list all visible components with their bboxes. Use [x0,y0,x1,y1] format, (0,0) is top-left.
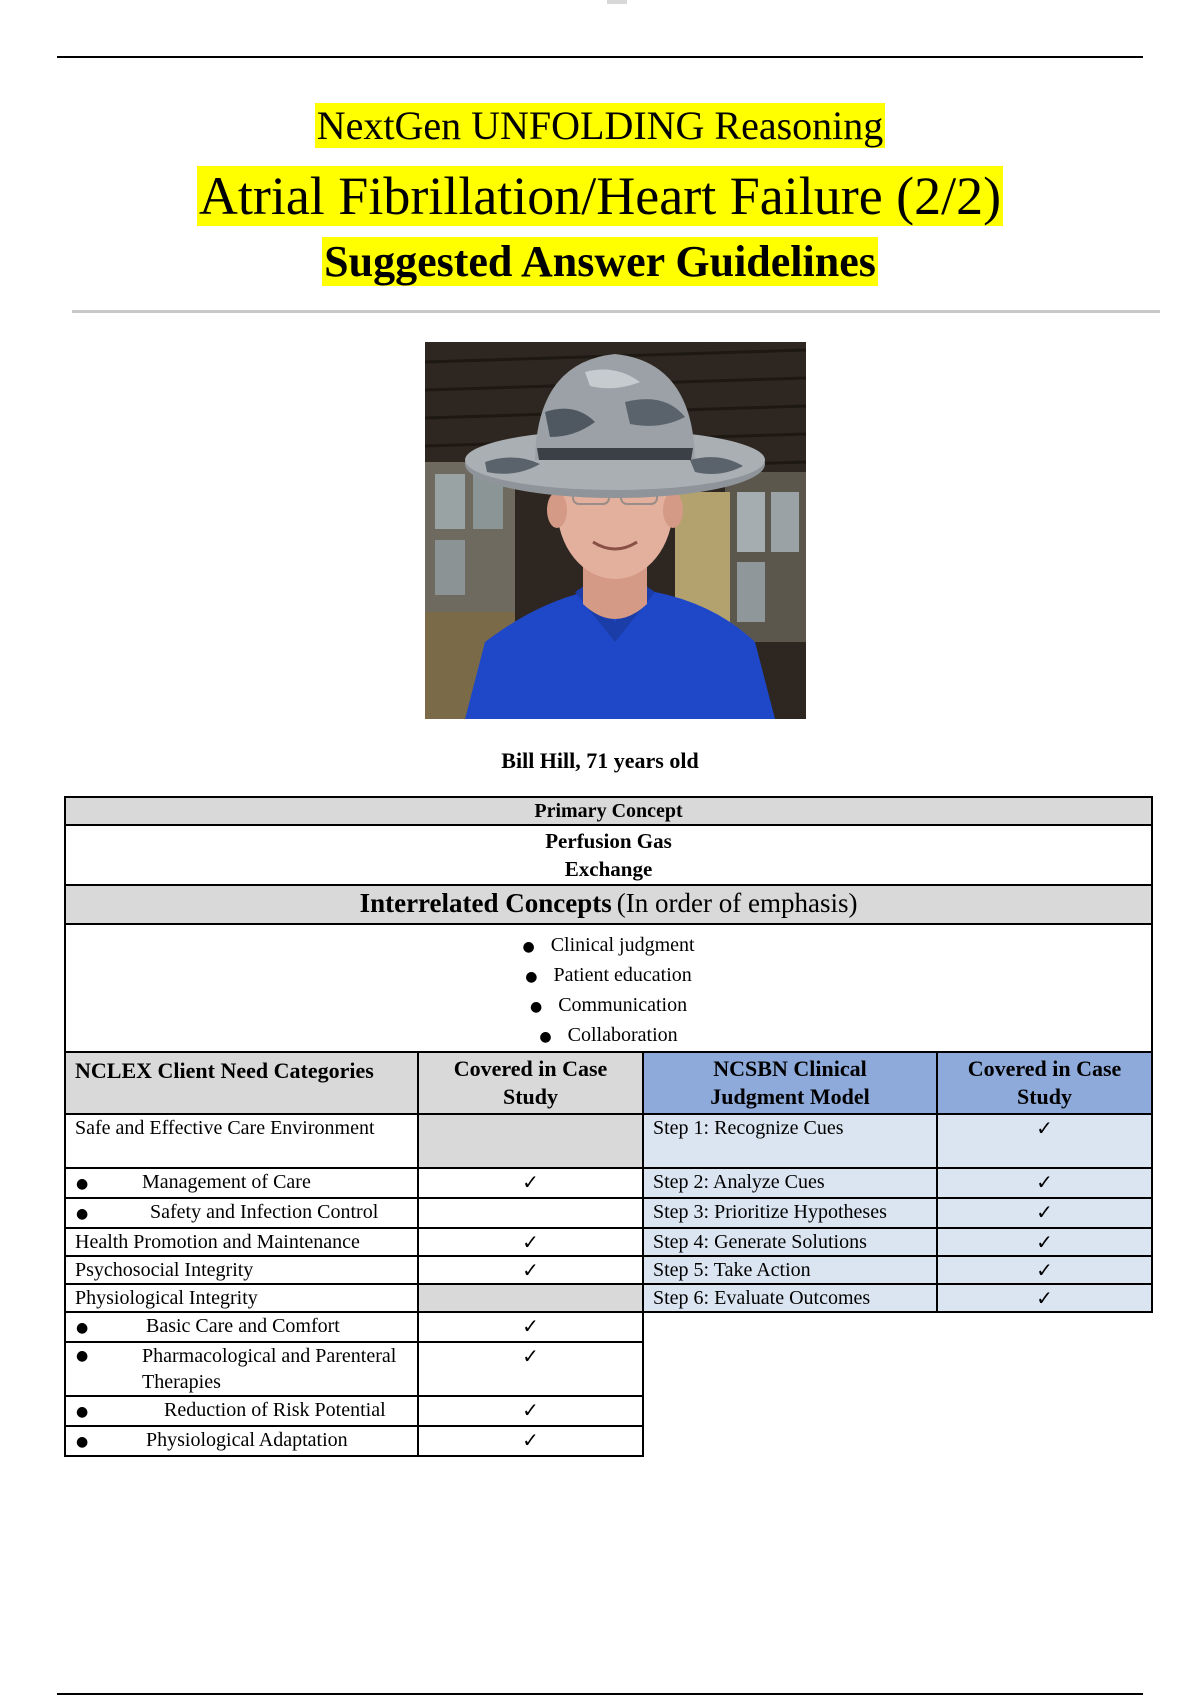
list-item: ● Clinical judgment [522,934,695,956]
ncsbn-cell: Step 4: Generate Solutions [643,1228,937,1256]
empty-cell [643,1396,937,1426]
list-item: ● Communication [529,994,688,1016]
bullet-icon: ● [76,1404,89,1420]
primary-concept-row [65,825,1152,885]
table-row [65,1228,1152,1256]
bullet-icon: ● [76,1206,89,1222]
nclex-cell: Health Promotion and Maintenance [65,1228,418,1256]
bottom-rule [57,1693,1143,1695]
header-divider [72,310,1160,313]
primary-concept-cell [65,825,1152,885]
bullet-icon: ● [539,1029,552,1045]
primary-concept-header-row [65,797,1152,825]
interrelated-heading: Interrelated Concepts [359,888,612,918]
ncsbn-check: ✓ [937,1284,1152,1312]
nclex-cell: ● Basic Care and Comfort [65,1312,418,1342]
table-row [65,1396,1152,1426]
ncsbn-check: ✓ [937,1114,1152,1168]
bullet-icon: ● [76,1320,89,1336]
nclex-cell: Psychosocial Integrity [65,1256,418,1284]
nclex-cell: ● Management of Care [65,1168,418,1198]
doc-type-heading [0,235,1200,289]
ncsbn-check: ✓ [937,1256,1152,1284]
covered-check: ✓ [418,1342,643,1396]
ncsbn-check: ✓ [937,1168,1152,1198]
empty-cell [643,1342,937,1396]
bullet-icon: ● [76,1348,89,1364]
ncsbn-cell: Step 6: Evaluate Outcomes [643,1284,937,1312]
nclex-cell: ● Safety and Infection Control [65,1198,418,1228]
doc-title-text: Atrial Fibrillation/Heart Failure (2/2) [198,166,1002,226]
ncsbn-check: ✓ [937,1198,1152,1228]
nclex-cell: ● Reduction of Risk Potential [65,1396,418,1426]
empty-cell [937,1312,1152,1342]
page-top-marker [607,0,627,4]
empty-cell [937,1342,1152,1396]
table-row [65,1312,1152,1342]
bullet-icon: ● [76,1176,89,1192]
bullet-icon: ● [529,999,543,1015]
table-row [65,1426,1152,1456]
table-row [65,1342,1152,1396]
ncsbn-cell: Step 3: Prioritize Hypotheses [643,1198,937,1228]
nclex-cell: ● Physiological Adaptation [65,1426,418,1456]
interrelated-list-cell [65,924,1152,1052]
table-row [65,1114,1152,1168]
table-row [65,1168,1152,1198]
covered-column-header: Covered in Case Study [418,1052,643,1114]
covered-check: ✓ [418,1256,643,1284]
empty-cell [937,1396,1152,1426]
concept-table [64,796,1153,1457]
list-item: ● Patient education [525,964,692,986]
table-row [65,1198,1152,1228]
interrelated-heading-cell [65,885,1152,924]
nclex-column-header: NCLEX Client Need Categories [65,1052,418,1114]
nclex-cell: Physiological Integrity [65,1284,418,1312]
doc-type-text: Suggested Answer Guidelines [324,237,876,286]
covered-check: ✓ [418,1228,643,1256]
bullet-icon: ● [522,939,535,955]
empty-cell [643,1426,937,1456]
ncsbn-column-header: NCSBN Clinical Judgment Model [643,1052,937,1114]
bullet-icon: ● [76,1434,89,1450]
list-item: ● Collaboration [539,1024,678,1046]
nclex-cell: ● Pharmacological and Parenteral Therapies [65,1342,418,1396]
table-row [65,1284,1152,1312]
empty-cell [937,1426,1152,1456]
covered-check: ✓ [418,1168,643,1198]
covered-check: ✓ [418,1426,643,1456]
ncsbn-cell: Step 5: Take Action [643,1256,937,1284]
nclex-cell: Safe and Effective Care Environment [65,1114,418,1168]
primary-concept-line-1: Perfusion Gas [545,829,672,853]
interrelated-note: (In order of emphasis) [616,888,858,918]
top-rule [57,56,1143,58]
ncsbn-check: ✓ [937,1228,1152,1256]
covered-check: ✓ [418,1396,643,1426]
patient-photo [425,342,806,719]
table-row [65,1256,1152,1284]
doc-subtitle [0,101,1200,151]
interrelated-list [66,931,1151,1051]
ncsbn-cell: Step 1: Recognize Cues [643,1114,937,1168]
ncsbn-cell: Step 2: Analyze Cues [643,1168,937,1198]
primary-concept-line-2: Exchange [564,857,653,881]
interrelated-header-row [65,885,1152,924]
doc-title [0,164,1200,228]
covered-cell [418,1114,643,1168]
covered-check: ✓ [418,1312,643,1342]
covered-cell [418,1284,643,1312]
covered-cell [418,1198,643,1228]
column-header-row [65,1052,1152,1114]
bullet-icon: ● [525,969,538,985]
interrelated-list-row [65,924,1152,1052]
doc-subtitle-text: NextGen UNFOLDING Reasoning [316,103,884,148]
primary-concept-heading: Primary Concept [65,797,1152,825]
patient-caption: Bill Hill, 71 years old [501,748,699,773]
covered-column-header-2: Covered in Case Study [937,1052,1152,1114]
empty-cell [643,1312,937,1342]
